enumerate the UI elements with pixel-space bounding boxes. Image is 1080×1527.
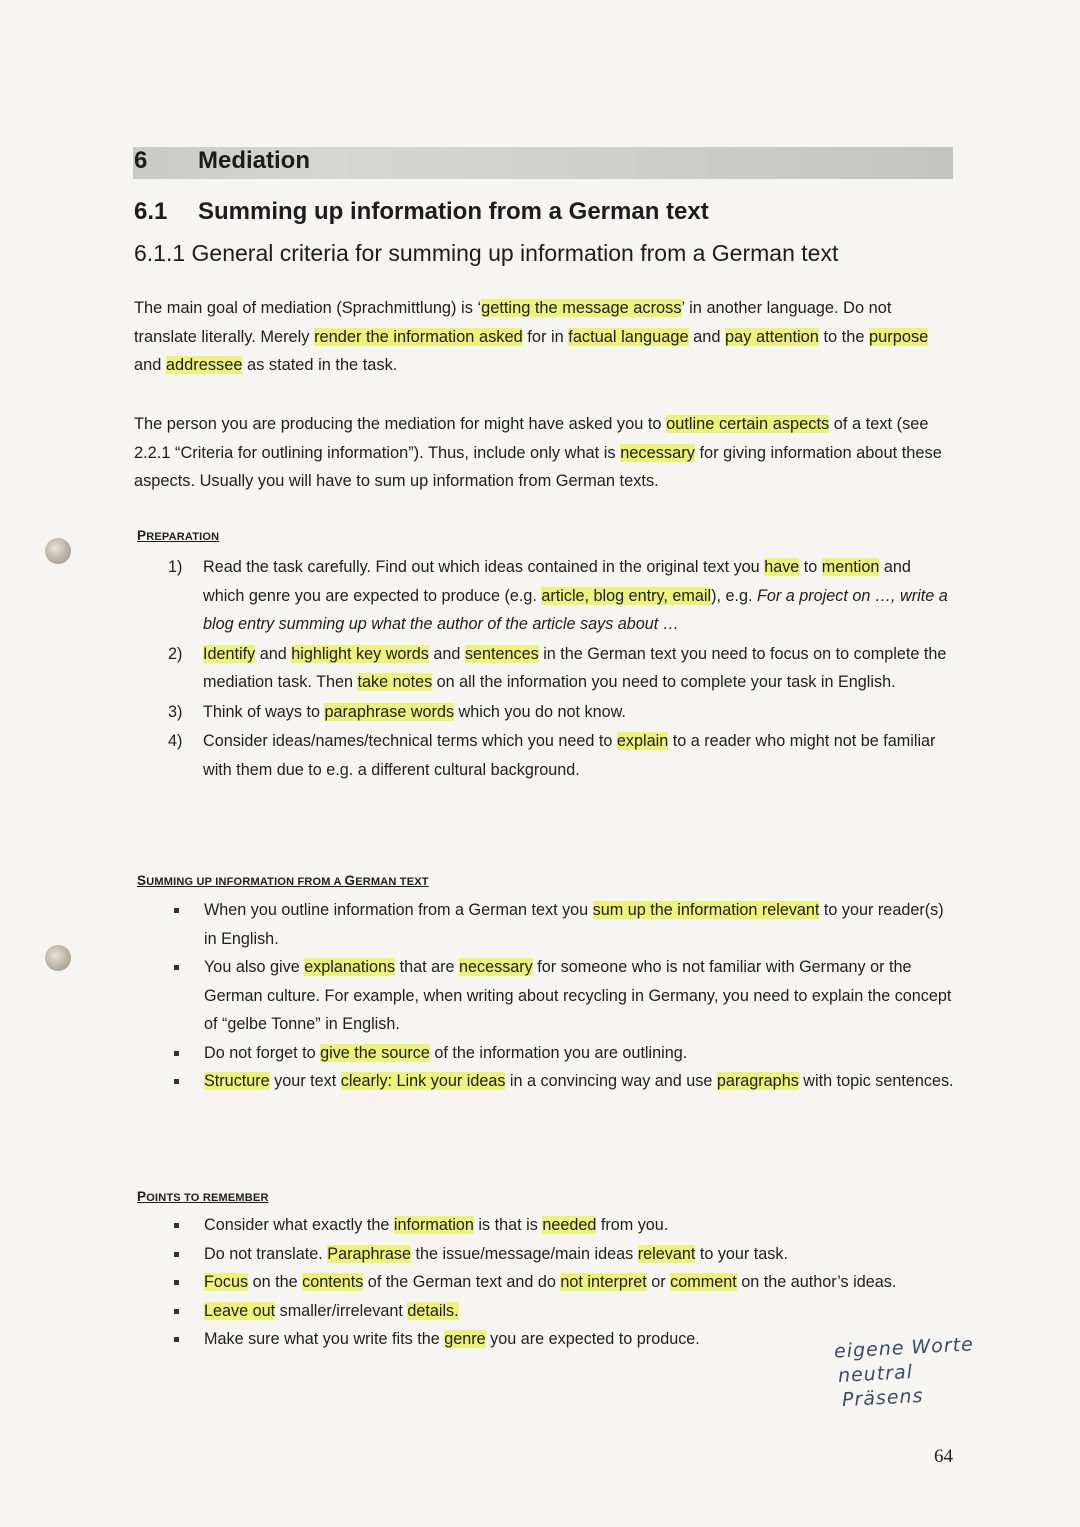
highlight: take notes (357, 673, 433, 691)
list-item: Consider what exactly the information is that is needed from you. (170, 1211, 960, 1240)
list-item: Leave out smaller/irrelevant details. (170, 1297, 960, 1326)
chapter-number: 6 (134, 147, 148, 174)
preparation-steps (168, 553, 948, 785)
list-item: Do not forget to give the source of the information you are outlining. (170, 1039, 960, 1068)
highlight: Leave out (204, 1301, 276, 1320)
list-item: 1) Read the task carefully. Find out which ideas contained in the original text you have to mention and which genre you are expected to produce (e.g. article, blog entry, email), e.g. For a project on …, write a blog entry summing up what the author of the article says about … (168, 558, 948, 633)
list-item: Structure your text clearly: Link your ideas in a convincing way and use paragraphs with topic sentences. (170, 1067, 960, 1096)
highlight: highlight key words (291, 644, 429, 663)
highlight: article, blog entry, email (541, 586, 712, 605)
list-item: You also give explanations that are necessary for someone who is not familiar with Germany or the German culture. For example, when writing about recycling in Germany, you need to explain the concept of “gelbe Tonne” in English. (170, 953, 960, 1039)
highlight: addressee (165, 356, 243, 374)
list-item: Do not translate. Paraphrase the issue/message/main ideas relevant to your task. (170, 1240, 960, 1269)
highlight: paraphrase words (324, 702, 455, 721)
section-number: 6.1 (134, 198, 168, 225)
highlight: Structure (204, 1072, 270, 1090)
handwritten-note-line: Präsens (841, 1384, 924, 1412)
intro-paragraph-2: The person you are producing the mediation for might have asked you to outline certain aspects of a text (see 2.2.1 “Criteria for outlining information”). Thus, include only what is necessary for giving information about these aspects. Usually you will have to sum up information from German texts. (134, 415, 942, 490)
highlight: factual language (568, 327, 689, 346)
highlight: not interpret (560, 1273, 647, 1291)
list-item: Focus on the contents of the German text and do not interpret or comment on the author’s ideas. (170, 1268, 960, 1297)
subsection-heading: 6.1.1 General criteria for summing up information from a German text (134, 240, 839, 266)
highlight: render the information asked (314, 327, 523, 346)
summing-up-heading: SUMMING UP INFORMATION FROM A GERMAN TEXT (137, 873, 429, 888)
punch-hole (45, 945, 71, 971)
section-title: Summing up information from a German text (198, 198, 709, 225)
highlight: explanations (304, 958, 396, 976)
list-item: 3) Think of ways to paraphrase words which you do not know. (168, 702, 626, 721)
highlight: Paraphrase (327, 1244, 411, 1263)
list-item: 2) Identify and highlight key words and sentences in the German text you need to focus on to complete the mediation task. Then take notes on all the information you need to complete your task in English. (168, 644, 947, 691)
handwritten-note-line: eigene Worte (833, 1333, 975, 1363)
punch-hole (45, 538, 71, 564)
highlight: contents (302, 1273, 364, 1291)
highlight: details. (407, 1301, 459, 1320)
highlight: comment (670, 1273, 737, 1291)
highlight: getting the message across (481, 299, 682, 317)
preparation-heading: PREPARATION (137, 528, 220, 543)
highlight: mention (821, 558, 880, 576)
highlight: explain (616, 732, 669, 750)
highlight: Identify (203, 644, 256, 663)
points-to-remember-bullets (170, 1211, 960, 1354)
list-item: 4) Consider ideas/names/technical terms which you need to explain to a reader who might not be familiar with them due to e.g. a different cultural background. (168, 732, 936, 779)
highlight: purpose (869, 327, 929, 346)
highlight: relevant (637, 1244, 696, 1263)
highlight: Focus (204, 1273, 249, 1291)
highlight: necessary (620, 443, 695, 462)
highlight: needed (542, 1216, 597, 1234)
intro-paragraph-1: The main goal of mediation (Sprachmittlung) is ‘getting the message across’ in another language. Do not translate literally. Merely render the information asked for in factual language and pay attention to the purpose and addressee as stated in the task. (134, 299, 929, 374)
chapter-title: Mediation (198, 147, 310, 174)
list-item: Make sure what you write fits the genre you are expected to produce. (170, 1325, 764, 1354)
handwritten-note-line: neutral (837, 1361, 914, 1387)
highlight: sentences (464, 644, 539, 663)
highlight: paragraphs (716, 1072, 799, 1090)
highlight: information (393, 1216, 474, 1234)
highlight: necessary (459, 958, 533, 976)
highlight: sum up the information relevant (592, 901, 820, 919)
list-item: When you outline information from a German text you sum up the information relevant to your reader(s) in English. (170, 896, 960, 953)
section-heading (134, 198, 709, 226)
highlight: pay attention (725, 327, 819, 346)
points-to-remember-heading: POINTS TO REMEMBER (137, 1189, 269, 1204)
highlight: outline certain aspects (666, 415, 830, 433)
highlight: clearly: Link your ideas (340, 1072, 506, 1090)
page-number: 64 (934, 1446, 953, 1467)
highlight: genre (444, 1330, 486, 1348)
highlight: have (764, 558, 800, 576)
summing-up-bullets (170, 896, 960, 1096)
highlight: give the source (320, 1043, 430, 1062)
